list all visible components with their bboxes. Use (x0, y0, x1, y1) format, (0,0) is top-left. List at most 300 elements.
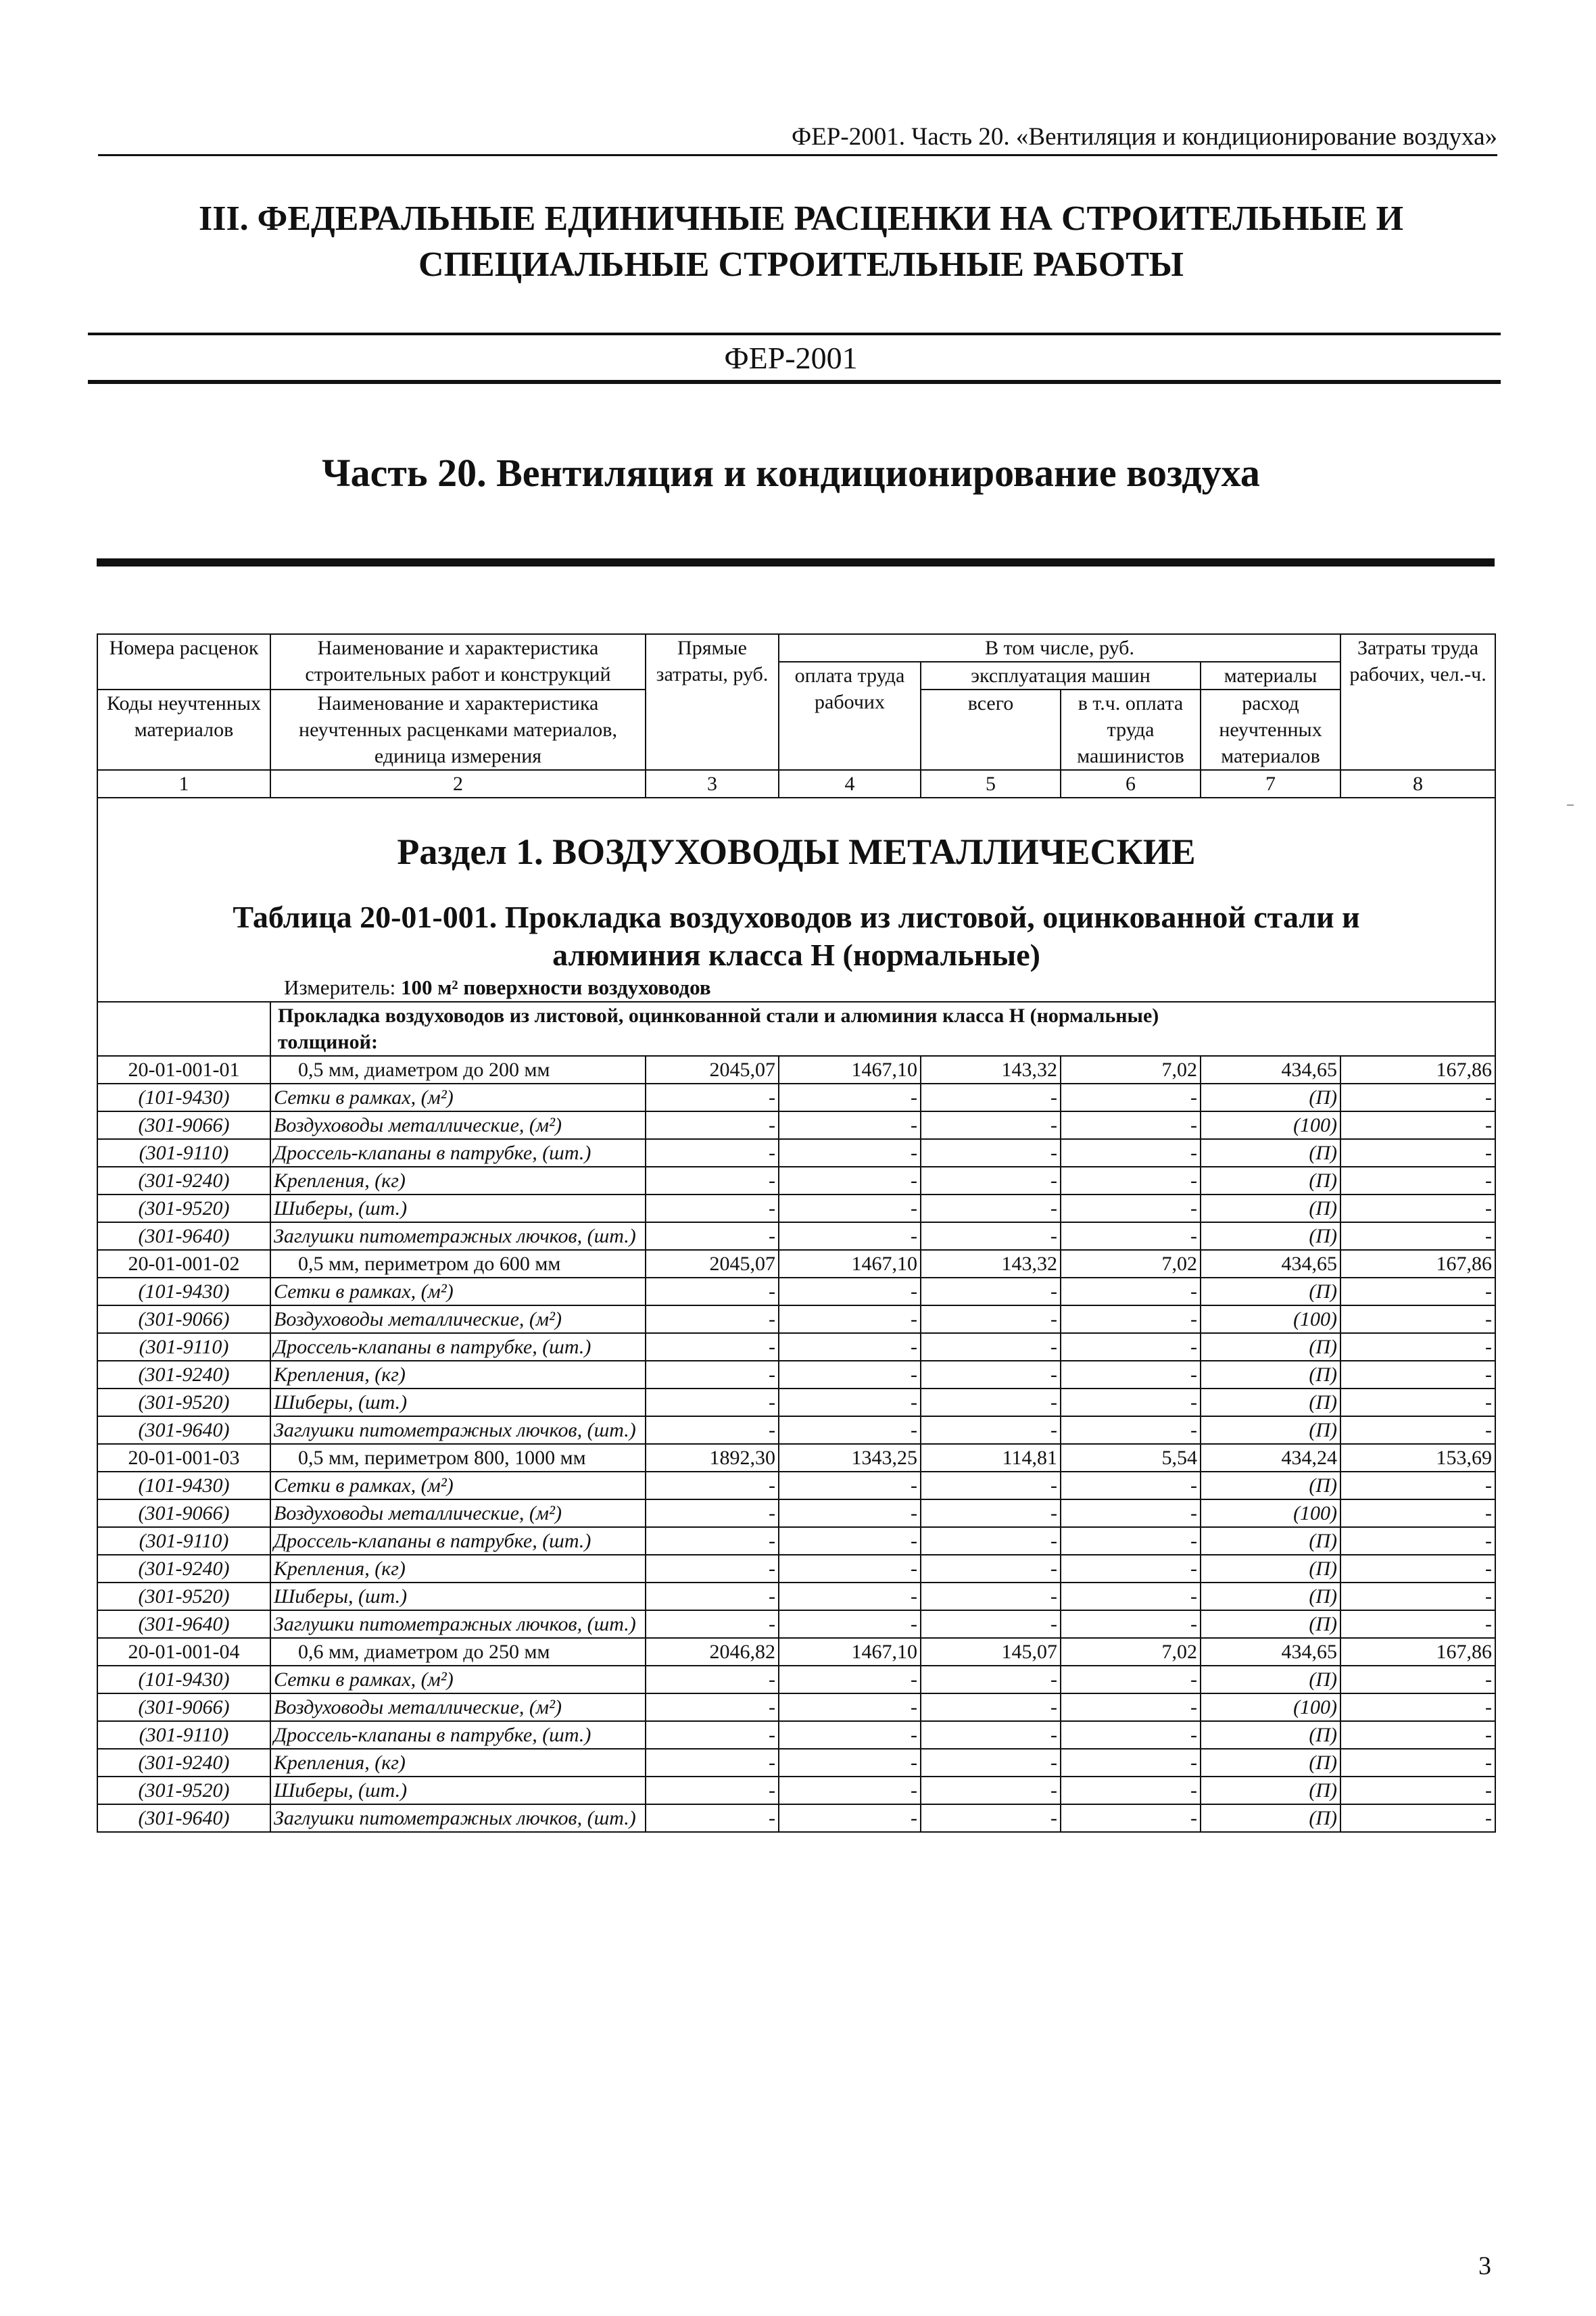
material-quantity: (100) (1201, 1499, 1340, 1527)
dash-cell: - (646, 1333, 779, 1361)
dash-cell: - (1340, 1389, 1495, 1416)
table-title-line-2: алюминия класса Н (нормальные) (552, 938, 1040, 972)
operators-pay: 5,54 (1061, 1444, 1201, 1472)
column-number: 1 (97, 770, 270, 798)
labor-pay: 1343,25 (779, 1444, 921, 1472)
dash-cell: - (779, 1084, 921, 1111)
dash-cell: - (779, 1693, 921, 1721)
material-quantity: (П) (1201, 1472, 1340, 1499)
labor-pay: 1467,10 (779, 1056, 921, 1084)
header-labor-hours: Затраты труда рабочих, чел.-ч. (1340, 634, 1495, 770)
dash-cell: - (646, 1610, 779, 1638)
dash-cell: - (646, 1111, 779, 1139)
materials-cost: 434,24 (1201, 1444, 1340, 1472)
dash-cell: - (921, 1333, 1061, 1361)
dash-cell: - (646, 1499, 779, 1527)
material-name: Сетки в рамках, (м²) (270, 1666, 646, 1693)
column-number-row (97, 770, 1495, 798)
dash-cell: - (1061, 1084, 1201, 1111)
dash-cell: - (921, 1693, 1061, 1721)
header-material-names: Наименование и характеристика неучтенных расценками материалов, единица измерения (270, 690, 646, 770)
dash-cell: - (1061, 1389, 1201, 1416)
material-quantity: (П) (1201, 1749, 1340, 1777)
dash-cell: - (779, 1777, 921, 1804)
dash-cell: - (921, 1721, 1061, 1749)
dash-cell: - (1061, 1499, 1201, 1527)
machines-total: 143,32 (921, 1056, 1061, 1084)
dash-cell: - (779, 1583, 921, 1610)
material-row (97, 1278, 1495, 1305)
dash-cell: - (779, 1499, 921, 1527)
material-name: Воздуховоды металлические, (м²) (270, 1305, 646, 1333)
material-code: (101-9430) (97, 1472, 270, 1499)
material-code: (301-9066) (97, 1693, 270, 1721)
material-row (97, 1693, 1495, 1721)
operators-pay: 7,02 (1061, 1638, 1201, 1666)
material-code: (301-9110) (97, 1139, 270, 1167)
header-including: В том числе, руб. (779, 634, 1340, 662)
dash-cell: - (1340, 1693, 1495, 1721)
dash-cell: - (921, 1666, 1061, 1693)
material-code: (101-9430) (97, 1278, 270, 1305)
dash-cell: - (779, 1749, 921, 1777)
material-name: Воздуховоды металлические, (м²) (270, 1111, 646, 1139)
material-row (97, 1139, 1495, 1167)
material-name: Шиберы, (шт.) (270, 1195, 646, 1222)
material-code: (301-9240) (97, 1167, 270, 1195)
material-row (97, 1195, 1495, 1222)
dash-cell: - (1061, 1416, 1201, 1444)
labor-hours: 167,86 (1340, 1638, 1495, 1666)
dash-cell: - (1061, 1361, 1201, 1389)
dash-cell: - (1340, 1305, 1495, 1333)
material-quantity: (П) (1201, 1610, 1340, 1638)
chapter-title (101, 196, 1501, 288)
material-row (97, 1610, 1495, 1638)
dash-cell: - (646, 1555, 779, 1583)
dash-cell: - (1340, 1721, 1495, 1749)
material-name: Дроссель-клапаны в патрубке, (шт.) (270, 1139, 646, 1167)
rate-code: 20-01-001-02 (97, 1250, 270, 1278)
material-row (97, 1305, 1495, 1333)
dash-cell: - (646, 1666, 779, 1693)
header-operators-pay: в т.ч. оплата труда машинистов (1061, 690, 1201, 770)
material-quantity: (П) (1201, 1527, 1340, 1555)
material-row (97, 1721, 1495, 1749)
dash-cell: - (1061, 1777, 1201, 1804)
page-number: 3 (1478, 2252, 1491, 2280)
dash-cell: - (1061, 1583, 1201, 1610)
running-head-rule (98, 154, 1497, 156)
dash-cell: - (1061, 1278, 1201, 1305)
material-row (97, 1527, 1495, 1555)
dash-cell: - (921, 1416, 1061, 1444)
table-title-line-1: Таблица 20-01-001. Прокладка воздуховодов из листовой, оцинкованной стали и (233, 900, 1360, 934)
material-row (97, 1749, 1495, 1777)
group-title-line-2: толщиной: (278, 1031, 378, 1053)
dash-cell: - (646, 1804, 779, 1832)
material-quantity: (100) (1201, 1305, 1340, 1333)
material-quantity: (П) (1201, 1666, 1340, 1693)
material-row (97, 1222, 1495, 1250)
material-name: Шиберы, (шт.) (270, 1389, 646, 1416)
dash-cell: - (921, 1527, 1061, 1555)
material-quantity: (П) (1201, 1416, 1340, 1444)
header-machines-total: всего (921, 690, 1061, 770)
material-code: (301-9640) (97, 1222, 270, 1250)
meter (98, 974, 1495, 1001)
running-head: ФЕР-2001. Часть 20. «Вентиляция и кондиционирование воздуха» (791, 123, 1497, 151)
dash-cell: - (921, 1195, 1061, 1222)
material-quantity: (П) (1201, 1804, 1340, 1832)
material-quantity: (П) (1201, 1555, 1340, 1583)
material-name: Заглушки питометражных лючков, (шт.) (270, 1222, 646, 1250)
rate-name: 0,5 мм, периметром до 600 мм (270, 1250, 646, 1278)
material-code: (101-9430) (97, 1084, 270, 1111)
dash-cell: - (779, 1195, 921, 1222)
dash-cell: - (921, 1583, 1061, 1610)
dash-cell: - (779, 1111, 921, 1139)
material-code: (301-9520) (97, 1777, 270, 1804)
rate-name: 0,5 мм, диаметром до 200 мм (270, 1056, 646, 1084)
material-name: Воздуховоды металлические, (м²) (270, 1499, 646, 1527)
material-quantity: (П) (1201, 1721, 1340, 1749)
column-number: 7 (1201, 770, 1340, 798)
dash-cell: - (646, 1721, 779, 1749)
dash-cell: - (1061, 1804, 1201, 1832)
material-row (97, 1472, 1495, 1499)
material-name: Сетки в рамках, (м²) (270, 1472, 646, 1499)
dash-cell: - (921, 1167, 1061, 1195)
dash-cell: - (646, 1305, 779, 1333)
materials-cost: 434,65 (1201, 1638, 1340, 1666)
dash-cell: - (1061, 1693, 1201, 1721)
dash-cell: - (1061, 1167, 1201, 1195)
material-quantity: (П) (1201, 1278, 1340, 1305)
material-name: Сетки в рамках, (м²) (270, 1084, 646, 1111)
material-quantity: (П) (1201, 1777, 1340, 1804)
part-thick-rule (97, 558, 1495, 566)
material-name: Крепления, (кг) (270, 1361, 646, 1389)
dash-cell: - (1061, 1610, 1201, 1638)
material-code: (301-9240) (97, 1361, 270, 1389)
material-code: (301-9110) (97, 1527, 270, 1555)
dash-cell: - (1061, 1333, 1201, 1361)
dash-cell: - (779, 1416, 921, 1444)
material-row (97, 1416, 1495, 1444)
dash-cell: - (779, 1305, 921, 1333)
material-quantity: (П) (1201, 1195, 1340, 1222)
dash-cell: - (921, 1111, 1061, 1139)
dash-cell: - (1061, 1195, 1201, 1222)
dash-cell: - (1340, 1583, 1495, 1610)
rate-row (97, 1638, 1495, 1666)
dash-cell: - (1340, 1333, 1495, 1361)
rate-code: 20-01-001-01 (97, 1056, 270, 1084)
material-name: Дроссель-клапаны в патрубке, (шт.) (270, 1333, 646, 1361)
dash-cell: - (921, 1555, 1061, 1583)
dash-cell: - (779, 1139, 921, 1167)
material-name: Заглушки питометражных лючков, (шт.) (270, 1416, 646, 1444)
dash-cell: - (779, 1527, 921, 1555)
dash-cell: - (646, 1389, 779, 1416)
material-quantity: (П) (1201, 1167, 1340, 1195)
material-row (97, 1777, 1495, 1804)
header-row-1 (97, 634, 1495, 662)
material-code: (301-9520) (97, 1195, 270, 1222)
material-code: (301-9066) (97, 1111, 270, 1139)
material-quantity: (100) (1201, 1111, 1340, 1139)
meter-label: Измеритель: (284, 975, 396, 999)
rate-row (97, 1444, 1495, 1472)
dash-cell: - (646, 1222, 779, 1250)
dash-cell: - (1340, 1610, 1495, 1638)
dash-cell: - (646, 1195, 779, 1222)
dash-cell: - (646, 1583, 779, 1610)
dash-cell: - (1061, 1222, 1201, 1250)
table-title (98, 875, 1495, 974)
material-quantity: (П) (1201, 1084, 1340, 1111)
column-number: 2 (270, 770, 646, 798)
dash-cell: - (1340, 1084, 1495, 1111)
dash-cell: - (646, 1472, 779, 1499)
material-name: Воздуховоды металлические, (м²) (270, 1693, 646, 1721)
column-number: 5 (921, 770, 1061, 798)
dash-cell: - (1340, 1195, 1495, 1222)
meter-value: 100 м² поверхности воздуховодов (400, 975, 711, 999)
dash-cell: - (921, 1749, 1061, 1777)
material-code: (101-9430) (97, 1666, 270, 1693)
material-name: Крепления, (кг) (270, 1555, 646, 1583)
margin-mark (1567, 804, 1574, 806)
material-code: (301-9640) (97, 1416, 270, 1444)
material-name: Дроссель-клапаны в патрубке, (шт.) (270, 1721, 646, 1749)
dash-cell: - (646, 1139, 779, 1167)
dash-cell: - (1340, 1777, 1495, 1804)
chapter-title-line-1: III. ФЕДЕРАЛЬНЫЕ ЕДИНИЧНЫЕ РАСЦЕНКИ НА СТРОИТЕЛЬНЫЕ И (198, 199, 1404, 238)
part-title: Часть 20. Вентиляция и кондиционирование воздуха (322, 451, 1260, 495)
group-title-line-1: Прокладка воздуховодов из листовой, оцинкованной стали и алюминия класса Н (нормальные) (278, 1005, 1159, 1027)
dash-cell: - (779, 1472, 921, 1499)
dash-cell: - (779, 1804, 921, 1832)
dash-cell: - (1340, 1111, 1495, 1139)
header-rate-numbers: Номера расценок (97, 634, 270, 690)
dash-cell: - (1061, 1555, 1201, 1583)
fer-label: ФЕР-2001 (724, 341, 858, 375)
machines-total: 143,32 (921, 1250, 1061, 1278)
fer-bottom-rule (88, 380, 1501, 384)
group-title (270, 1002, 1495, 1056)
dash-cell: - (779, 1389, 921, 1416)
dash-cell: - (921, 1222, 1061, 1250)
material-name: Сетки в рамках, (м²) (270, 1278, 646, 1305)
dash-cell: - (646, 1693, 779, 1721)
material-code: (301-9520) (97, 1583, 270, 1610)
dash-cell: - (646, 1278, 779, 1305)
rate-row (97, 1250, 1495, 1278)
material-quantity: (П) (1201, 1583, 1340, 1610)
dash-cell: - (779, 1610, 921, 1638)
machines-total: 114,81 (921, 1444, 1061, 1472)
material-name: Дроссель-клапаны в патрубке, (шт.) (270, 1527, 646, 1555)
column-number: 6 (1061, 770, 1201, 798)
empty-cell (97, 1002, 270, 1056)
dash-cell: - (646, 1749, 779, 1777)
labor-pay: 1467,10 (779, 1638, 921, 1666)
material-quantity: (П) (1201, 1361, 1340, 1389)
material-row (97, 1333, 1495, 1361)
dash-cell: - (921, 1389, 1061, 1416)
material-row (97, 1804, 1495, 1832)
material-code: (301-9640) (97, 1804, 270, 1832)
dash-cell: - (646, 1416, 779, 1444)
dash-cell: - (1061, 1749, 1201, 1777)
material-code: (301-9066) (97, 1499, 270, 1527)
dash-cell: - (1340, 1416, 1495, 1444)
fer-top-rule (88, 333, 1501, 335)
material-quantity: (100) (1201, 1693, 1340, 1721)
column-number: 8 (1340, 770, 1495, 798)
material-name: Крепления, (кг) (270, 1749, 646, 1777)
direct-costs: 2045,07 (646, 1250, 779, 1278)
material-name: Крепления, (кг) (270, 1167, 646, 1195)
dash-cell: - (779, 1167, 921, 1195)
dash-cell: - (921, 1804, 1061, 1832)
dash-cell: - (1061, 1666, 1201, 1693)
labor-hours: 167,86 (1340, 1250, 1495, 1278)
dash-cell: - (921, 1361, 1061, 1389)
dash-cell: - (1061, 1305, 1201, 1333)
dash-cell: - (1340, 1804, 1495, 1832)
material-code: (301-9640) (97, 1610, 270, 1638)
rate-name: 0,5 мм, периметром 800, 1000 мм (270, 1444, 646, 1472)
dash-cell: - (779, 1222, 921, 1250)
column-number: 3 (646, 770, 779, 798)
chapter-title-line-2: СПЕЦИАЛЬНЫЕ СТРОИТЕЛЬНЫЕ РАБОТЫ (418, 245, 1184, 284)
material-name: Заглушки питометражных лючков, (шт.) (270, 1610, 646, 1638)
rate-code: 20-01-001-03 (97, 1444, 270, 1472)
material-code: (301-9520) (97, 1389, 270, 1416)
dash-cell: - (1340, 1222, 1495, 1250)
material-quantity: (П) (1201, 1222, 1340, 1250)
material-row (97, 1555, 1495, 1583)
dash-cell: - (1061, 1472, 1201, 1499)
direct-costs: 2045,07 (646, 1056, 779, 1084)
labor-hours: 167,86 (1340, 1056, 1495, 1084)
labor-hours: 153,69 (1340, 1444, 1495, 1472)
dash-cell: - (1340, 1361, 1495, 1389)
dash-cell: - (646, 1527, 779, 1555)
material-name: Заглушки питометражных лючков, (шт.) (270, 1804, 646, 1832)
dash-cell: - (779, 1721, 921, 1749)
material-row (97, 1361, 1495, 1389)
dash-cell: - (1340, 1666, 1495, 1693)
dash-cell: - (1340, 1278, 1495, 1305)
section-row (97, 798, 1495, 1002)
material-code: (301-9240) (97, 1555, 270, 1583)
material-name: Шиберы, (шт.) (270, 1777, 646, 1804)
column-number: 4 (779, 770, 921, 798)
dash-cell: - (1340, 1139, 1495, 1167)
dash-cell: - (779, 1278, 921, 1305)
group-title-row (97, 1002, 1495, 1056)
dash-cell: - (921, 1139, 1061, 1167)
material-row (97, 1666, 1495, 1693)
dash-cell: - (1340, 1749, 1495, 1777)
material-code: (301-9110) (97, 1333, 270, 1361)
section-title: Раздел 1. ВОЗДУХОВОДЫ МЕТАЛЛИЧЕСКИЕ (397, 831, 1196, 872)
dash-cell: - (1340, 1167, 1495, 1195)
direct-costs: 2046,82 (646, 1638, 779, 1666)
material-quantity: (П) (1201, 1389, 1340, 1416)
material-row (97, 1111, 1495, 1139)
dash-cell: - (1340, 1472, 1495, 1499)
material-name: Шиберы, (шт.) (270, 1583, 646, 1610)
material-code: (301-9110) (97, 1721, 270, 1749)
rates-table (97, 633, 1496, 1833)
header-materials: материалы (1201, 662, 1340, 690)
material-row (97, 1389, 1495, 1416)
machines-total: 145,07 (921, 1638, 1061, 1666)
header-labor-pay: оплата труда рабочих (779, 662, 921, 770)
dash-cell: - (646, 1361, 779, 1389)
header-machines: эксплуатация машин (921, 662, 1201, 690)
materials-cost: 434,65 (1201, 1056, 1340, 1084)
header-material-usage: расход неучтенных материалов (1201, 690, 1340, 770)
dash-cell: - (1340, 1499, 1495, 1527)
dash-cell: - (646, 1777, 779, 1804)
dash-cell: - (779, 1666, 921, 1693)
material-quantity: (П) (1201, 1333, 1340, 1361)
dash-cell: - (921, 1777, 1061, 1804)
dash-cell: - (1340, 1555, 1495, 1583)
dash-cell: - (1061, 1721, 1201, 1749)
material-row (97, 1084, 1495, 1111)
dash-cell: - (1061, 1111, 1201, 1139)
dash-cell: - (779, 1555, 921, 1583)
materials-cost: 434,65 (1201, 1250, 1340, 1278)
dash-cell: - (1061, 1139, 1201, 1167)
dash-cell: - (646, 1167, 779, 1195)
operators-pay: 7,02 (1061, 1250, 1201, 1278)
dash-cell: - (646, 1084, 779, 1111)
dash-cell: - (921, 1305, 1061, 1333)
header-work-name: Наименование и характеристика строительных работ и конструкций (270, 634, 646, 690)
dash-cell: - (921, 1610, 1061, 1638)
dash-cell: - (921, 1278, 1061, 1305)
dash-cell: - (1340, 1527, 1495, 1555)
material-code: (301-9066) (97, 1305, 270, 1333)
dash-cell: - (1061, 1527, 1201, 1555)
rate-row (97, 1056, 1495, 1084)
header-direct-costs: Прямые затраты, руб. (646, 634, 779, 770)
operators-pay: 7,02 (1061, 1056, 1201, 1084)
dash-cell: - (921, 1472, 1061, 1499)
labor-pay: 1467,10 (779, 1250, 921, 1278)
dash-cell: - (921, 1499, 1061, 1527)
material-row (97, 1167, 1495, 1195)
material-row (97, 1583, 1495, 1610)
dash-cell: - (921, 1084, 1061, 1111)
material-row (97, 1499, 1495, 1527)
rate-code: 20-01-001-04 (97, 1638, 270, 1666)
header-material-codes: Коды неучтенных материалов (97, 690, 270, 770)
dash-cell: - (779, 1361, 921, 1389)
material-code: (301-9240) (97, 1749, 270, 1777)
direct-costs: 1892,30 (646, 1444, 779, 1472)
rate-name: 0,6 мм, диаметром до 250 мм (270, 1638, 646, 1666)
section-block (97, 798, 1495, 1002)
